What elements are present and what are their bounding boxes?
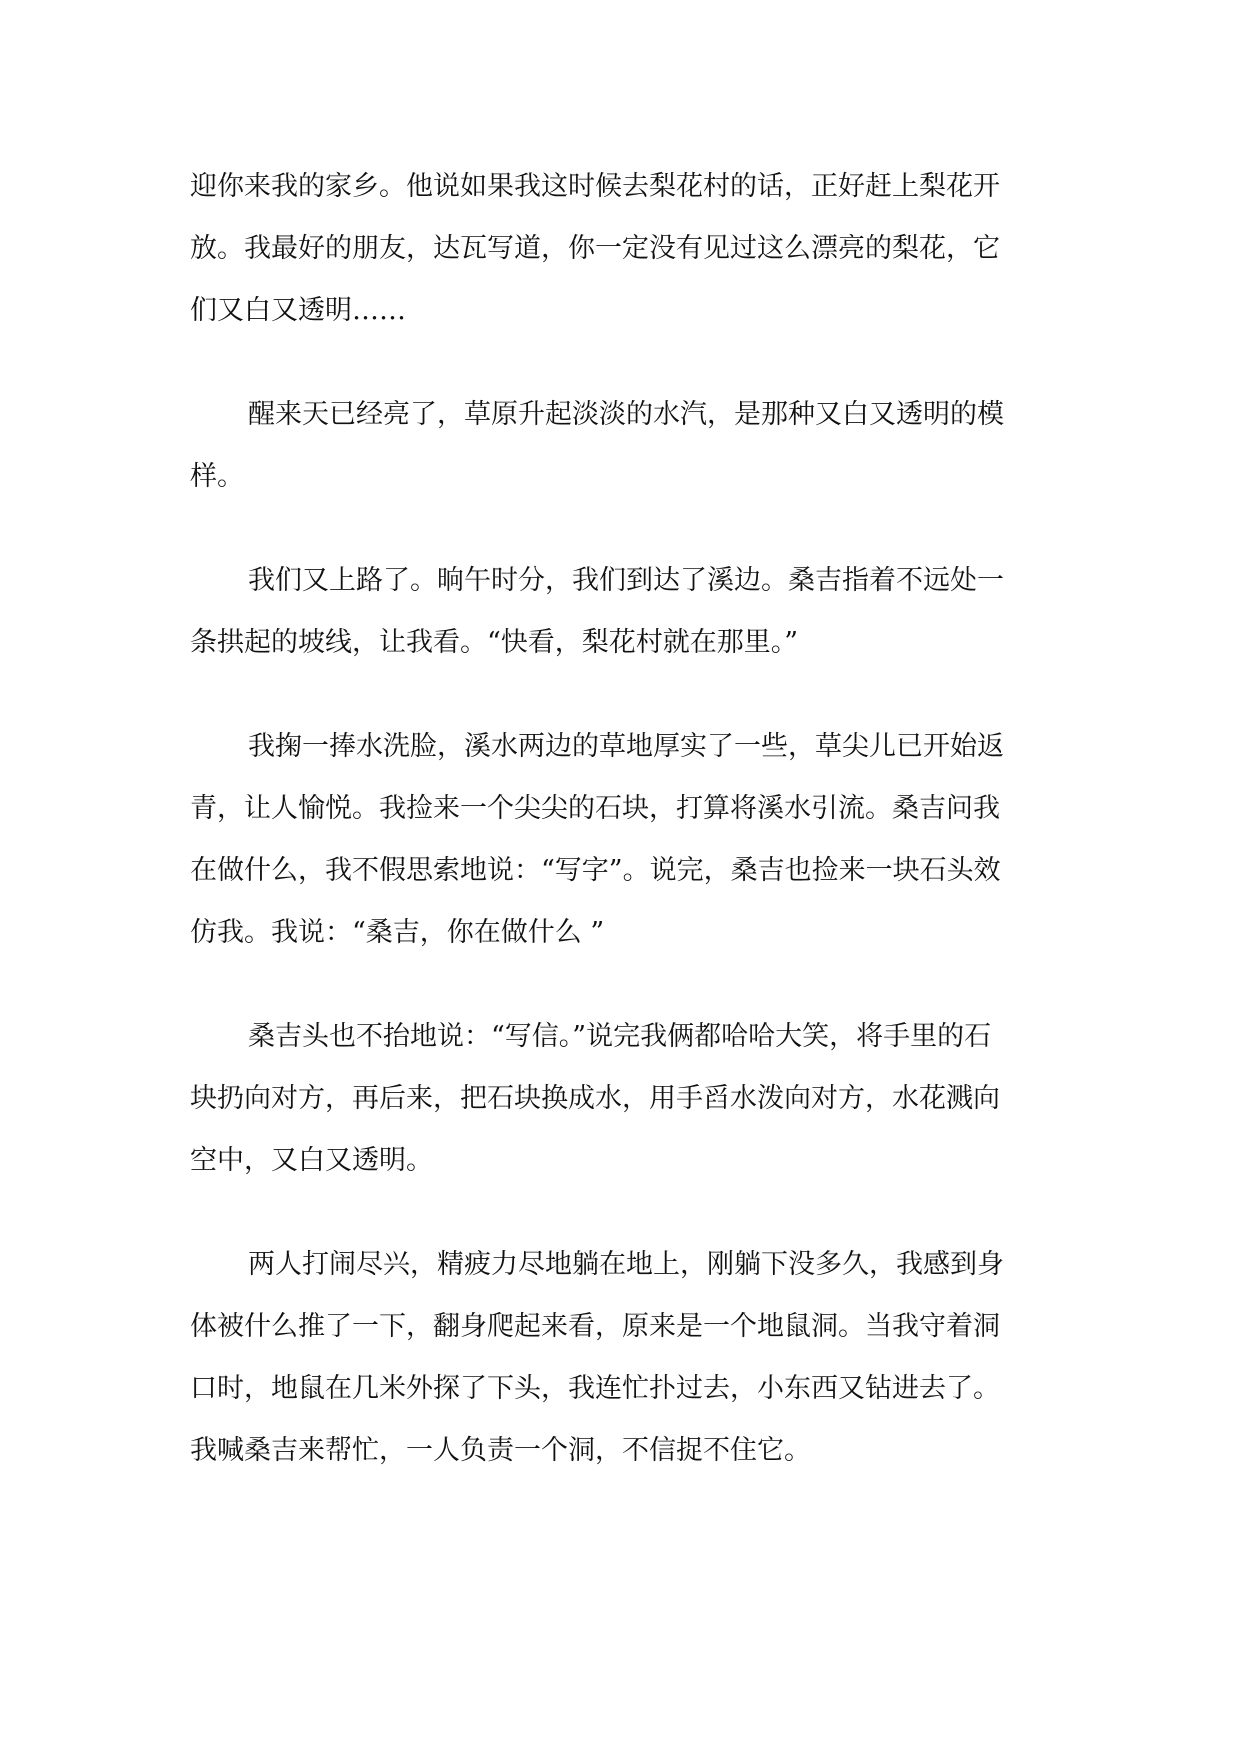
- text-line: 两人打闹尽兴，精疲力尽地躺在地上，刚躺下没多久，我感到身: [248, 1249, 1004, 1280]
- paragraph-2: [190, 384, 1058, 508]
- body-text: [190, 156, 1058, 1524]
- text-line: 块扔向对方，再后来，把石块换成水，用手舀水泼向对方，水花溅向: [190, 1083, 1000, 1114]
- text-line: 醒来天已经亮了，草原升起淡淡的水汽，是那种又白又透明的模: [248, 399, 1004, 430]
- text-line: 条拱起的坡线，让我看。“快看，梨花村就在那里。”: [190, 627, 799, 658]
- text-line: 放。我最好的朋友，达瓦写道，你一定没有见过这么漂亮的梨花，它: [190, 233, 1000, 264]
- text-line: 我们又上路了。晌午时分，我们到达了溪边。桑吉指着不远处一: [248, 565, 1004, 596]
- text-line: 样。: [190, 461, 244, 492]
- text-line: 体被什么推了一下，翻身爬起来看，原来是一个地鼠洞。当我守着洞: [190, 1311, 1000, 1342]
- text-line: 空中，又白又透明。: [190, 1145, 433, 1176]
- text-line: 青，让人愉悦。我捡来一个尖尖的石块，打算将溪水引流。桑吉问我: [190, 793, 1000, 824]
- paragraph-1: [190, 156, 1058, 342]
- paragraph-4: [190, 716, 1058, 964]
- text-line: 桑吉头也不抬地说：“写信。”说完我俩都哈哈大笑，将手里的石: [248, 1021, 992, 1052]
- text-line: 们又白又透明……: [190, 295, 406, 326]
- paragraph-5: [190, 1006, 1058, 1192]
- text-line: 在做什么，我不假思索地说：“写字”。说完，桑吉也捡来一块石头效: [190, 855, 1001, 886]
- text-line: 迎你来我的家乡。他说如果我这时候去梨花村的话，正好赶上梨花开: [190, 171, 1000, 202]
- text-line: 我掬一捧水洗脸，溪水两边的草地厚实了一些，草尖儿已开始返: [248, 731, 1004, 762]
- text-line: 我喊桑吉来帮忙，一人负责一个洞，不信捉不住它。: [190, 1435, 811, 1466]
- text-line: 口时，地鼠在几米外探了下头，我连忙扑过去，小东西又钻进去了。: [190, 1373, 1000, 1404]
- paragraph-6: [190, 1234, 1058, 1482]
- text-line: 仿我。我说：“桑吉，你在做什么 ”: [190, 917, 605, 948]
- paragraph-3: [190, 550, 1058, 674]
